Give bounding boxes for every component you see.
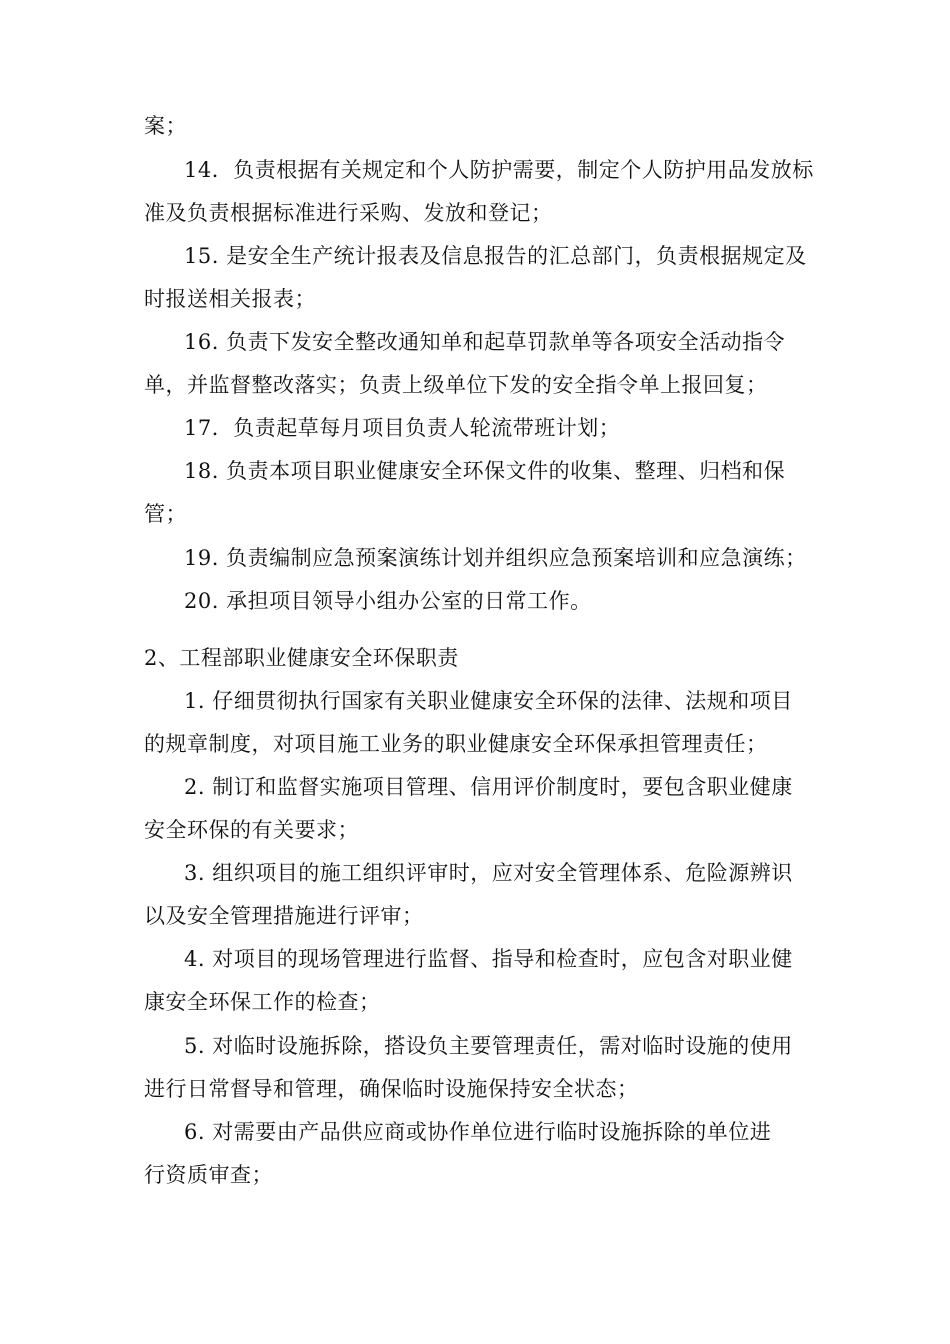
sec2-item-4-line-1: 4. 对项目的现场管理进行监督、指导和检查时，应包含对职业健 xyxy=(184,947,793,971)
sec2-item-6-line-1: 6. 对需要由产品供应商或协作单位进行临时设施拆除的单位进 xyxy=(184,1120,772,1144)
sec2-item-1-line-1: 1. 仔细贯彻执行国家有关职业健康安全环保的法律、法规和项目 xyxy=(184,689,793,713)
item-15-line-2: 时报送相关报表； xyxy=(144,287,316,311)
section-heading: 2、工程部职业健康安全环保职责 xyxy=(144,646,459,670)
sec2-item-5-line-2: 进行日常督导和管理，确保临时设施保持安全状态； xyxy=(144,1077,639,1101)
sec2-item-2-line-2: 安全环保的有关要求； xyxy=(144,818,359,842)
item-20-line-1: 20. 承担项目领导小组办公室的日常工作。 xyxy=(184,589,592,613)
sec2-item-1-line-2: 的规章制度，对项目施工业务的职业健康安全环保承担管理责任； xyxy=(144,732,768,756)
item-17-line-1: 17．负责起草每月项目负责人轮流带班计划； xyxy=(184,416,621,440)
item-16-line-2: 单，并监督整改落实；负责上级单位下发的安全指令单上报回复； xyxy=(144,373,768,397)
item-18-line-2: 管； xyxy=(144,502,187,526)
item-16-line-1: 16. 负责下发安全整改通知单和起草罚款单等各项安全活动指令 xyxy=(184,330,786,354)
item-14-line-1: 14．负责根据有关规定和个人防护需要，制定个人防护用品发放标 xyxy=(184,158,814,182)
sec2-item-3-line-2: 以及安全管理措施进行评审； xyxy=(144,904,424,928)
item-14-line-2: 准及负责根据标准进行采购、发放和登记； xyxy=(144,201,553,225)
sec2-item-5-line-1: 5. 对临时设施拆除，搭设负主要管理责任，需对临时设施的使用 xyxy=(184,1034,793,1058)
text-line-continuation: 案； xyxy=(144,114,187,138)
item-19-line-1: 19. 负责编制应急预案演练计划并组织应急预案培训和应急演练； xyxy=(184,546,807,570)
sec2-item-6-line-2: 行资质审查； xyxy=(144,1163,273,1187)
item-15-line-1: 15. 是安全生产统计报表及信息报告的汇总部门，负责根据规定及 xyxy=(184,244,807,268)
item-18-line-1: 18. 负责本项目职业健康安全环保文件的收集、整理、归档和保 xyxy=(184,459,786,483)
sec2-item-3-line-1: 3. 组织项目的施工组织评审时，应对安全管理体系、危险源辨识 xyxy=(184,861,793,885)
sec2-item-2-line-1: 2. 制订和监督实施项目管理、信用评价制度时，要包含职业健康 xyxy=(184,775,793,799)
sec2-item-4-line-2: 康安全环保工作的检查； xyxy=(144,990,381,1014)
